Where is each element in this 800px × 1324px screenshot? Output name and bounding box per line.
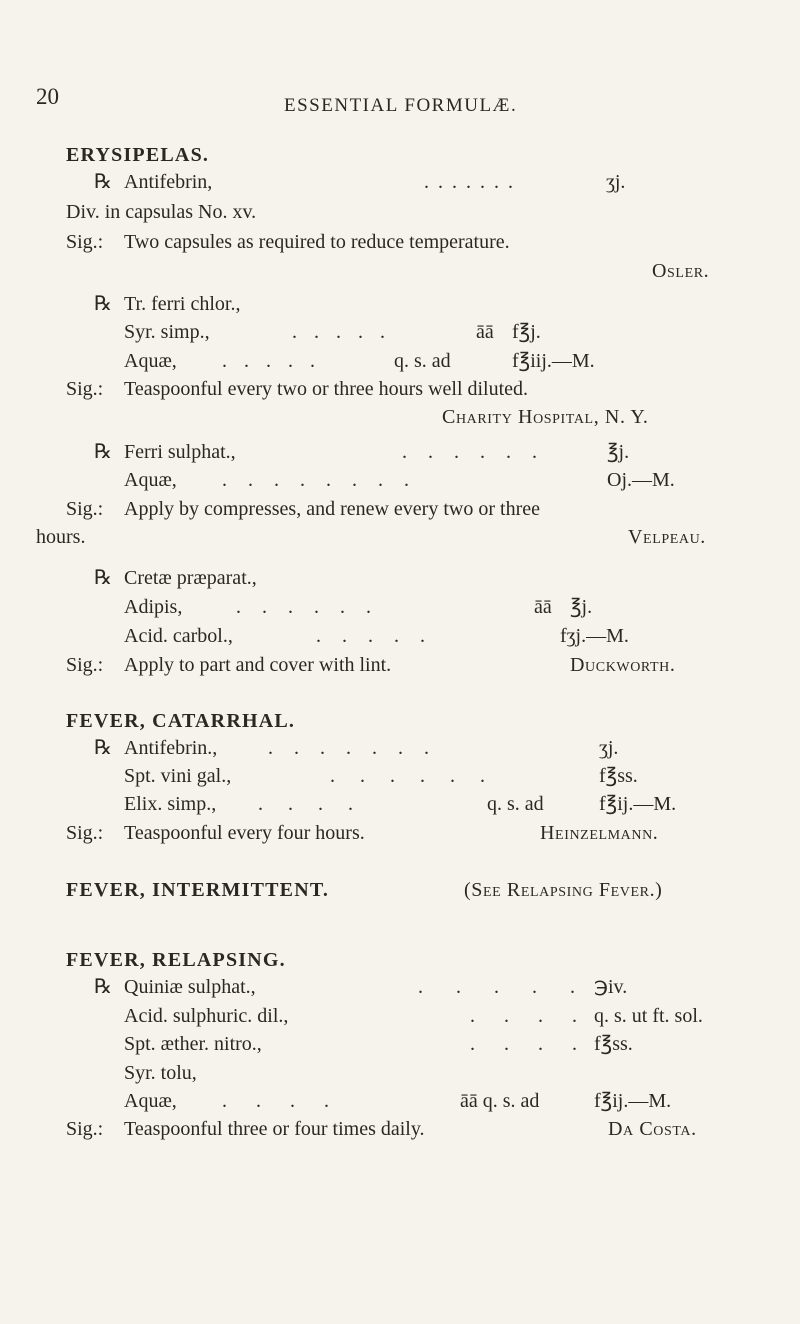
sig-label: Sig.: [66,654,104,676]
author-duckworth: Duckworth. [570,654,676,676]
quantity: ℥j. [607,441,630,463]
leader-dots: . . . . [470,1005,589,1027]
quantity: q. s. ut ft. sol. [594,1005,703,1027]
ingredient: Elix. simp., [124,793,217,815]
ingredient: Antifebrin, [124,171,213,193]
sig-text: Teaspoonful three or four times daily. [124,1118,425,1140]
ingredient: Spt. æther. nitro., [124,1033,262,1055]
qs-ad: q. s. ad [394,350,451,372]
leader-dots: . . . . . [222,350,321,372]
leader-dots: . . . . . [316,625,433,647]
ingredient: Antifebrin., [124,737,218,759]
author-heinzelmann: Heinzelmann. [540,822,659,844]
ingredient: Spt. vini gal., [124,765,232,787]
section-title-erysipelas: ERYSIPELAS. [66,144,210,166]
recipe-symbol: ℞ [94,567,112,589]
sig-label: Sig.: [66,1118,104,1140]
ingredient: Acid. carbol., [124,625,233,647]
leader-dots: . . . . [258,793,363,815]
ingredient: Ferri sulphat., [124,441,236,463]
sig-label: Sig.: [66,378,104,400]
leader-dots: . . . . . . [402,441,545,463]
ana-mark: āā [476,321,494,343]
leader-dots: . . . . . . . [424,171,515,193]
ingredient: Quiniæ sulphat., [124,976,256,998]
author-osler: Osler. [652,260,710,282]
recipe-symbol: ℞ [94,293,112,315]
quantity: f℥j. [512,321,541,343]
quantity: Oj.—M. [607,469,675,491]
leader-dots: . . . . . [418,976,589,998]
quantity: ʒj. [599,737,619,759]
quantity: fʒj.—M. [560,625,629,647]
sig-text-continued: hours. [36,526,86,548]
sig-label: Sig.: [66,498,104,520]
leader-dots: . . . . . [292,321,391,343]
recipe-symbol: ℞ [94,171,112,193]
sig-text: Two capsules as required to reduce temperature. [124,231,510,253]
section-title-fever-catarrhal: FEVER, CATARRHAL. [66,710,296,732]
leader-dots: . . . . [222,1090,341,1112]
running-head: ESSENTIAL FORMULÆ. [284,95,518,116]
leader-dots: . . . . . . . . [222,469,417,491]
quantity: ʒj. [606,171,626,193]
leader-dots: . . . . . . [236,596,379,618]
quantity: ℈iv. [594,976,628,998]
qs-ad: āā q. s. ad [460,1090,540,1112]
rx-erysipelas-1-division: Div. in capsulas No. xv. [66,201,257,223]
sig-text: Teaspoonful every two or three hours well diluted. [124,378,529,400]
quantity: f℥ss. [594,1033,633,1055]
recipe-symbol: ℞ [94,737,112,759]
recipe-symbol: ℞ [94,976,112,998]
sig-text: Apply to part and cover with lint. [124,654,392,676]
quantity: f℥ss. [599,765,638,787]
sig-label: Sig.: [66,231,104,253]
leader-dots: . . . . . . . [268,737,437,759]
ingredient: Syr. tolu, [124,1062,197,1084]
author-charity-hospital: Charity Hospital, N. Y. [442,406,649,428]
ingredient: Tr. ferri chlor., [124,293,241,315]
sig-text: Teaspoonful every four hours. [124,822,365,844]
recipe-symbol: ℞ [94,441,112,463]
ingredient: Aquæ, [124,350,177,372]
ingredient: Syr. simp., [124,321,210,343]
qs-ad: q. s. ad [487,793,544,815]
leader-dots: . . . . . . [330,765,495,787]
ingredient: Aquæ, [124,1090,177,1112]
cross-reference: (See Relapsing Fever.) [464,879,663,901]
section-title-fever-intermittent: FEVER, INTERMITTENT. [66,879,330,901]
ingredient: Cretæ præparat., [124,567,257,589]
section-title-fever-relapsing: FEVER, RELAPSING. [66,949,286,971]
page-number: 20 [36,84,59,109]
author-velpeau: Velpeau. [628,526,706,548]
ingredient: Aquæ, [124,469,177,491]
ana-mark: āā [534,596,552,618]
sig-text: Apply by compresses, and renew every two or three [124,498,540,520]
quantity: f℥ij.—M. [599,793,677,815]
quantity: f℥iij.—M. [512,350,595,372]
leader-dots: . . . . [470,1033,589,1055]
quantity: f℥ij.—M. [594,1090,672,1112]
sig-label: Sig.: [66,822,104,844]
quantity: ℥j. [570,596,593,618]
ingredient: Acid. sulphuric. dil., [124,1005,289,1027]
author-da-costa: Da Costa. [608,1118,697,1140]
ingredient: Adipis, [124,596,183,618]
